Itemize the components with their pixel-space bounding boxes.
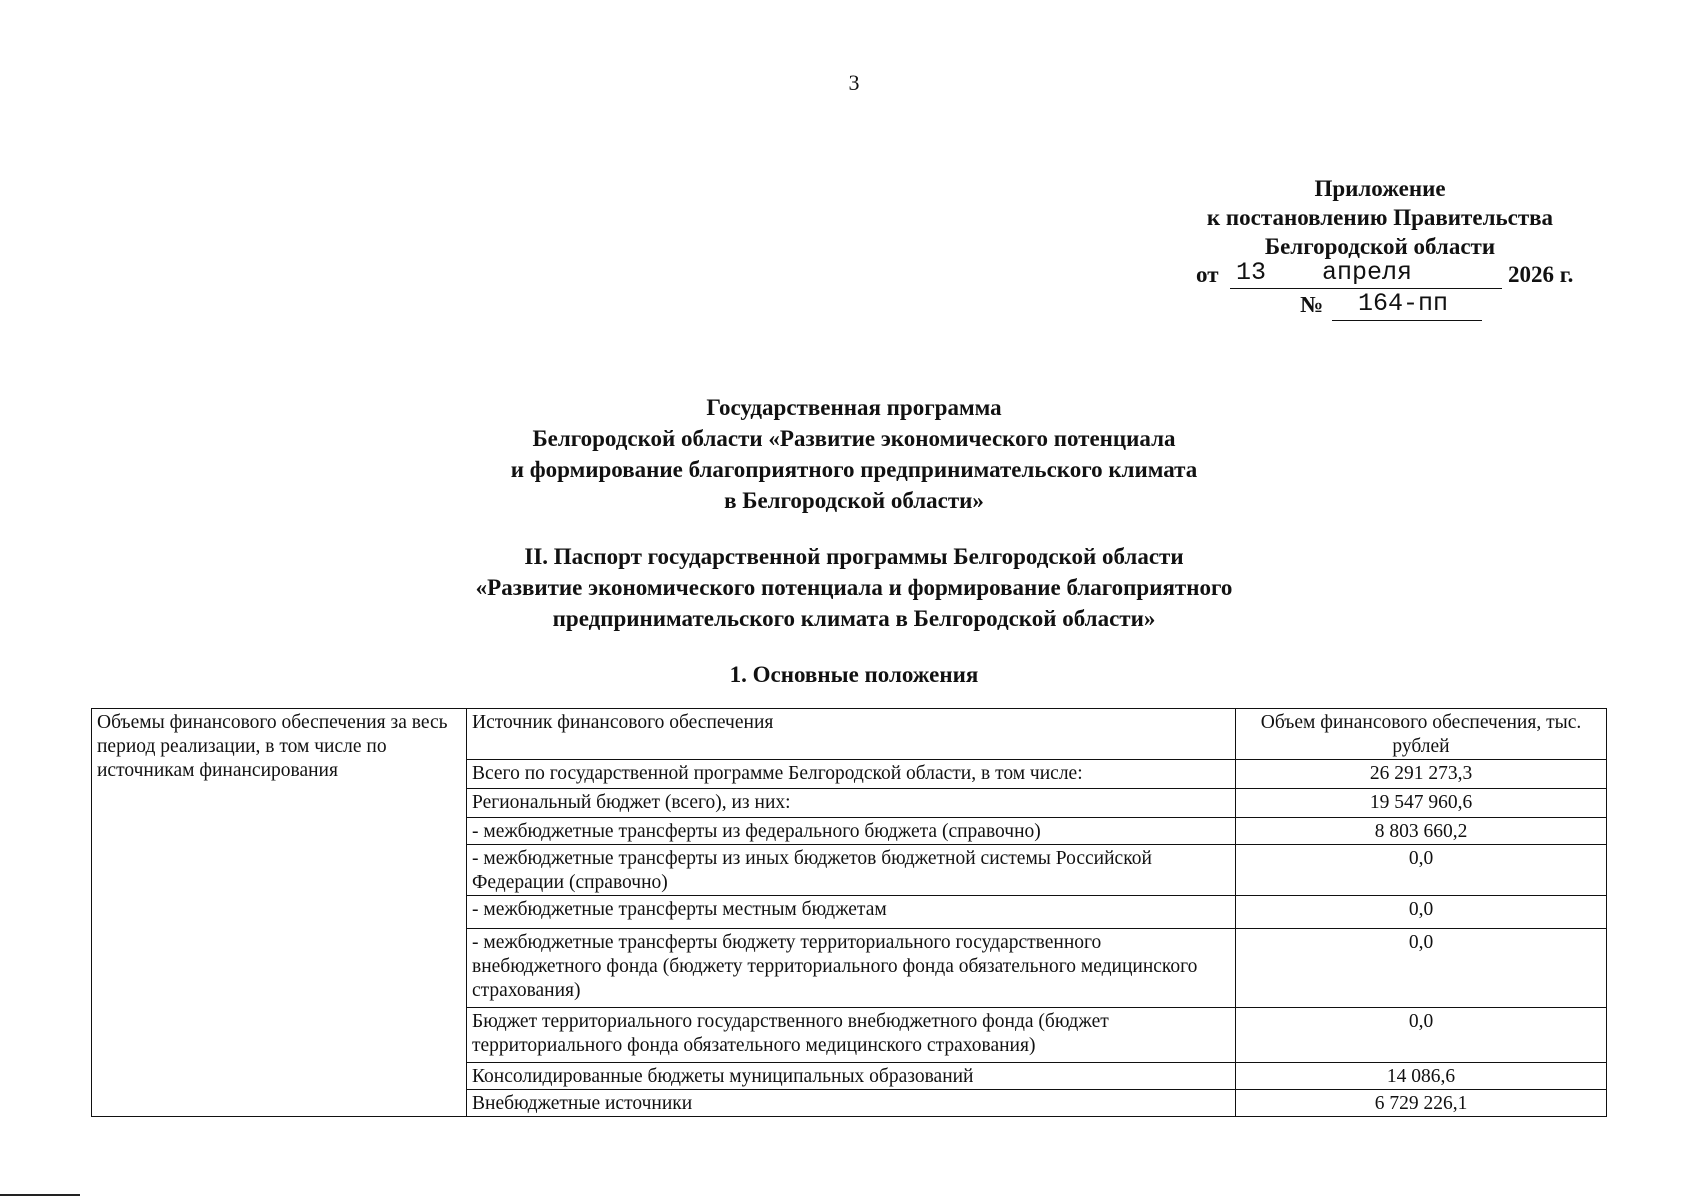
program-title-line: Государственная программа	[706, 395, 1002, 420]
value-cell: 0,0	[1236, 845, 1607, 896]
appendix-title: Приложение	[1314, 176, 1446, 201]
source-cell: Региональный бюджет (всего), из них:	[467, 789, 1236, 818]
value-cell: 0,0	[1236, 929, 1607, 1008]
financing-table	[91, 708, 1607, 1117]
value-cell: 0,0	[1236, 896, 1607, 929]
page-number: 3	[848, 70, 860, 95]
program-title-line: Белгородской области «Развитие экономического потенциала	[532, 426, 1176, 451]
source-cell: Всего по государственной программе Белгородской области, в том числе:	[467, 760, 1236, 789]
scan-edge-mark	[0, 1194, 80, 1196]
source-cell: Консолидированные бюджеты муниципальных образований	[467, 1063, 1236, 1090]
section-title: 1. Основные положения	[729, 662, 979, 687]
source-cell: - межбюджетные трансферты бюджету территориального государственного внебюджетного фонда (бюджету территориального фонда обязательного медицинского страхования)	[467, 929, 1236, 1008]
passport-title-line: «Развитие экономического потенциала и формирование благоприятного	[475, 575, 1233, 600]
appendix-number-line	[1300, 289, 1500, 324]
source-cell: - межбюджетные трансферты местным бюджетам	[467, 896, 1236, 929]
program-title-line: и формирование благоприятного предпринимательского климата	[510, 457, 1198, 482]
appendix-date-line	[1196, 258, 1606, 292]
source-cell: - межбюджетные трансферты из федерального бюджета (справочно)	[467, 818, 1236, 845]
financing-label-cell: Объемы финансового обеспечения за весь период реализации, в том числе по источникам финансирования	[92, 709, 467, 1117]
value-cell: 14 086,6	[1236, 1063, 1607, 1090]
value-cell: 26 291 273,3	[1236, 760, 1607, 789]
date-day: 13	[1236, 258, 1267, 287]
appendix-line-region: Белгородской области	[1264, 234, 1496, 259]
number-label: №	[1300, 292, 1324, 317]
value-cell: 0,0	[1236, 1008, 1607, 1063]
table-header-row	[92, 709, 1607, 760]
appendix-header	[1160, 174, 1600, 261]
date-year: 2026 г.	[1508, 262, 1574, 287]
date-month: апреля	[1322, 258, 1413, 287]
source-cell: - межбюджетные трансферты из иных бюджетов бюджетной системы Российской Федерации (справочно)	[467, 845, 1236, 896]
program-title	[0, 392, 1708, 516]
passport-title-line: II. Паспорт государственной программы Белгородской области	[524, 544, 1184, 569]
header-source: Источник финансового обеспечения	[467, 709, 1236, 760]
date-from-label: от	[1196, 262, 1219, 287]
value-cell: 6 729 226,1	[1236, 1090, 1607, 1117]
value-cell: 8 803 660,2	[1236, 818, 1607, 845]
document-number: 164-пп	[1358, 289, 1449, 318]
passport-title	[0, 541, 1708, 634]
source-cell: Бюджет территориального государственного внебюджетного фонда (бюджет территориального фонда обязательного медицинского страхования)	[467, 1008, 1236, 1063]
value-cell: 19 547 960,6	[1236, 789, 1607, 818]
number-underline	[1332, 320, 1482, 321]
appendix-line-resolution: к постановлению Правительства	[1206, 205, 1554, 230]
source-cell: Внебюджетные источники	[467, 1090, 1236, 1117]
program-title-line: в Белгородской области»	[724, 488, 984, 513]
passport-title-line: предпринимательского климата в Белгородской области»	[552, 606, 1156, 631]
header-volume: Объем финансового обеспечения, тыс. рублей	[1236, 709, 1607, 760]
